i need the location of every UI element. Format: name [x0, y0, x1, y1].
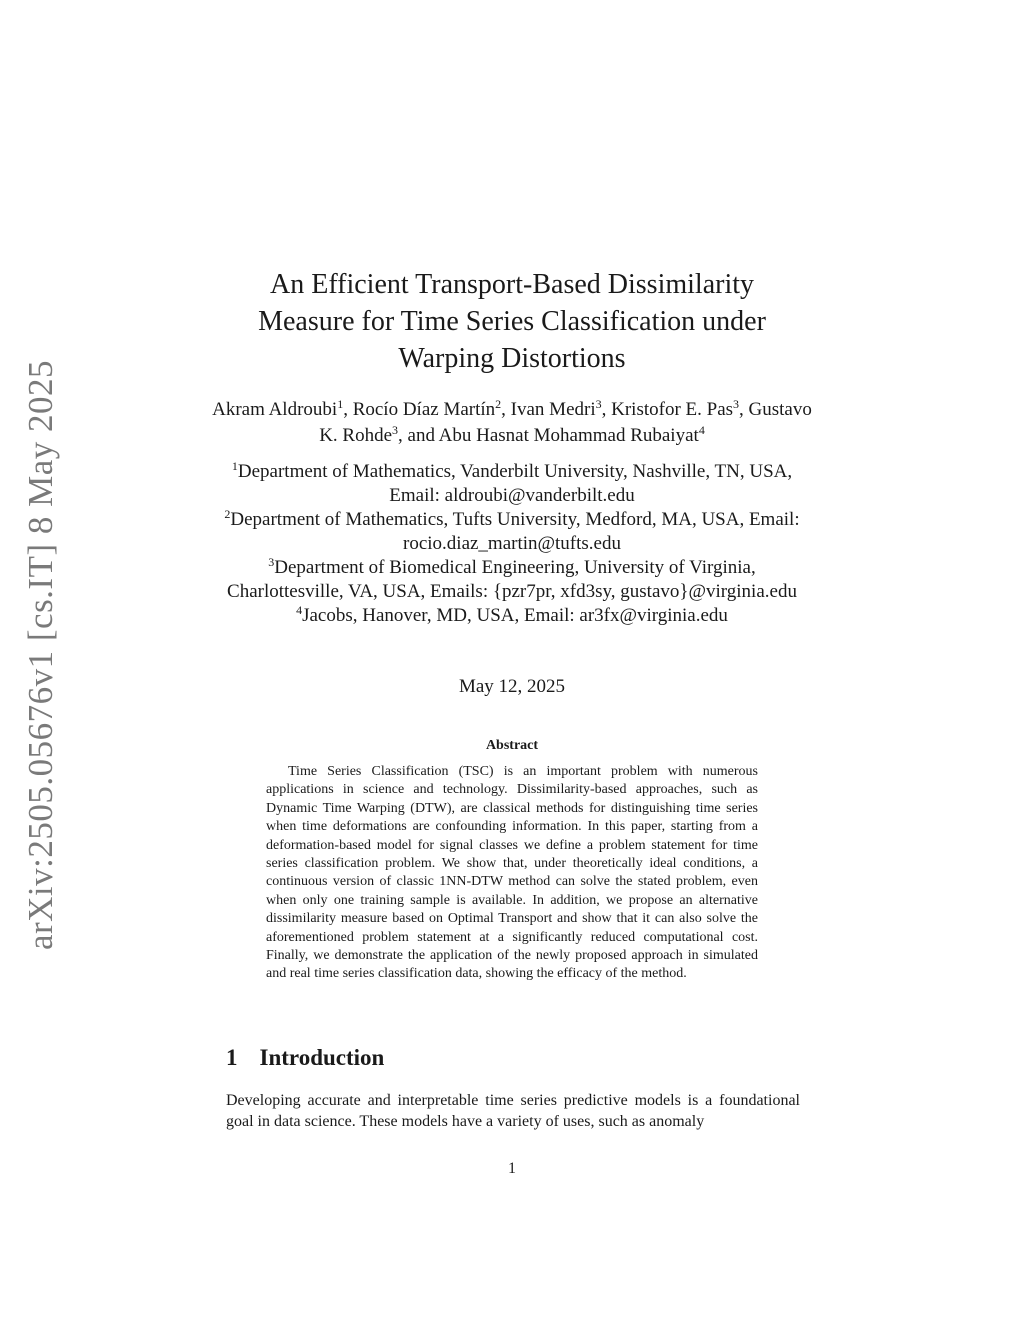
paper-title [212, 266, 812, 377]
section-title: Introduction [259, 1045, 385, 1070]
author-list [212, 397, 812, 449]
affiliation: $^4$Jacobs, Hanover, MD, USA, Email: ar3fx@virginia.edu [296, 603, 728, 626]
abstract-body: Time Series Classification (TSC) is an important problem with numerous applications in science and technology. Dissimilarity-based approaches, such as Dynamic Time Warping (DTW), are classical methods for distinguishing time series when time deformations are confounding information. In this paper, starting from a deformation-based model for signal classes we define a problem statement for time series classification problem. We show that, under theoretically ideal conditions, a continuous version of classic 1NN-DTW method can solve the stated problem, even when only one training sample is available. In addition, we propose an alternative dissimilarity measure based on Optimal Transport and show that it can also solve the aforementioned problem statement at a significantly reduced computational cost. Finally, we demonstrate the application of the newly proposed approach in simulated and real time series classification data, showing the efficacy of the method. [266, 764, 758, 982]
introduction-body: Developing accurate and interpretable time series predictive models is a foundational goal in data science. These models have a variety of uses, such as anomaly [226, 1092, 800, 1130]
author: Akram Aldroubi$^1$, [212, 397, 353, 420]
author: Ivan Medri$^3$, [510, 397, 612, 420]
abstract-heading: Abstract [485, 738, 539, 753]
page-number: 1 [508, 1160, 516, 1177]
author: Gustavo K. Rohde$^3$, and [319, 399, 812, 446]
affiliation: $^3$Department of Biomedical Engineering, University of Virginia, Charlottesville, VA, USA, Emails: {pzr7pr, xfd3sy, gustavo}@virginia.edu [227, 555, 797, 602]
author: Abu Hasnat Mohammad Rubaiyat$^4$ [438, 423, 705, 446]
title-line-3: Warping Distortions [398, 343, 626, 374]
affiliation-list [212, 460, 812, 628]
section-number: 1 [226, 1045, 238, 1070]
author: Kristofor E. Pas$^3$, [611, 397, 749, 420]
affiliation: $^1$Department of Mathematics, Vanderbilt University, Nashville, TN, USA, Email: aldroubi@vanderbilt.edu [231, 459, 793, 506]
title-line-1: An Efficient Transport-Based Dissimilarity [270, 269, 754, 300]
author: Rocío Díaz Martín$^2$, [352, 397, 511, 420]
arxiv-identifier-stamp: arXiv:2505.05676v1 [cs.IT] 8 May 2025 [21, 359, 60, 951]
publication-date: May 12, 2025 [458, 676, 566, 697]
title-line-2: Measure for Time Series Classification under [258, 306, 766, 337]
section-heading [226, 1045, 384, 1071]
affiliation: $^2$Department of Mathematics, Tufts University, Medford, MA, USA, Email: rocio.diaz_martin@tufts.edu [224, 507, 800, 554]
